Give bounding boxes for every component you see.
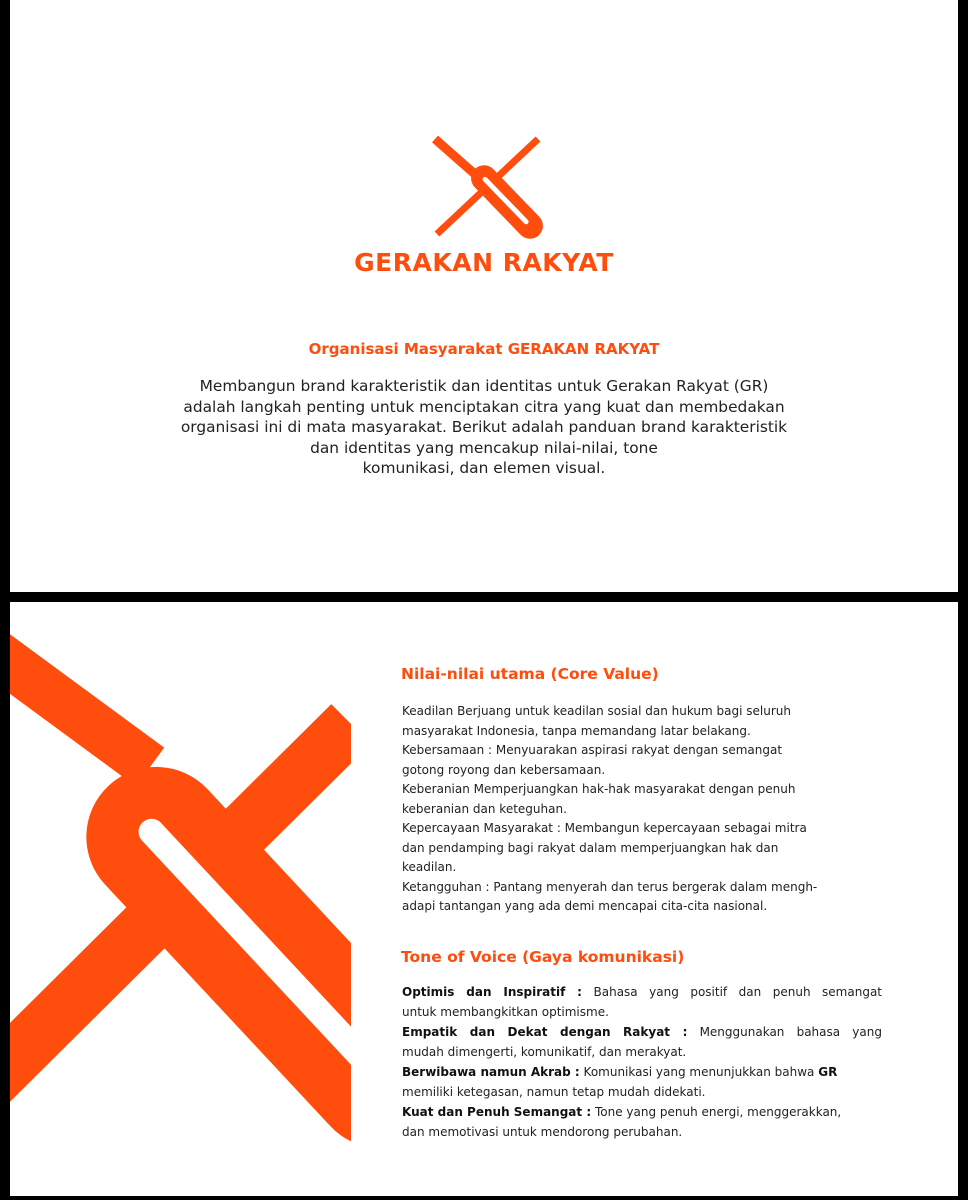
intro-line: adalah langkah penting untuk menciptakan citra yang kuat dan membedakan [183, 397, 785, 416]
core-value-line: adapi tantangan yang ada demi mencapai cita-cita nasional. [402, 899, 768, 913]
tone-text: Bahasa yang positif dan penuh semangat [593, 985, 883, 999]
tone-item [402, 1062, 882, 1102]
tone-of-voice-title: Tone of Voice (Gaya komunikasi) [401, 948, 685, 966]
core-value-line: masyarakat Indonesia, tanpa memandang latar belakang. [402, 723, 751, 738]
core-value-line: keadilan. [402, 860, 457, 874]
intro-paragraph [160, 376, 808, 479]
tone-label: Empatik dan Dekat dengan Rakyat : [402, 1025, 688, 1039]
tone-emphasis: GR [818, 1065, 838, 1079]
tone-label: Berwibawa namun Akrab : [402, 1065, 580, 1079]
tone-text: Tone yang penuh energi, menggerakkan, [594, 1105, 842, 1119]
core-value-line: Keadilan Berjuang untuk keadilan sosial dan hukum bagi seluruh [402, 704, 791, 718]
tone-text: Menggunakan bahasa yang [699, 1025, 882, 1039]
tone-text: untuk membangkitkan optimisme. [402, 1005, 609, 1019]
crossed-torch-x-icon [425, 130, 549, 242]
slide-cover [10, 0, 958, 592]
large-crossed-torch-x-icon [10, 602, 355, 1196]
tone-text: memiliki ketegasan, namun tetap mudah didekati. [402, 1085, 706, 1099]
tone-item [402, 1102, 882, 1142]
core-value-line: Keberanian Memperjuangkan hak-hak masyarakat dengan penuh [402, 782, 796, 796]
tone-item [402, 1022, 882, 1062]
core-value-line: Kepercayaan Masyarakat : Membangun kepercayaan sebagai mitra [402, 821, 807, 835]
tone-text: mudah dimengerti, komunikatif, dan merakyat. [402, 1045, 687, 1059]
core-values-title: Nilai-nilai utama (Core Value) [401, 665, 659, 683]
core-value-line: dan pendamping bagi rakyat dalam memperjuangkan hak dan [402, 840, 779, 855]
tone-of-voice-list [402, 982, 882, 1142]
core-value-line: keberanian dan keteguhan. [402, 801, 567, 816]
tone-text: Komunikasi yang menunjukkan bahwa [583, 1065, 815, 1079]
core-value-line: gotong royong dan kebersamaan. [402, 762, 606, 777]
intro-line: organisasi ini di mata masyarakat. Berikut adalah panduan brand karakteristik [180, 418, 788, 436]
intro-line: Membangun brand karakteristik dan identitas untuk Gerakan Rakyat (GR) [199, 377, 769, 395]
tone-label: Optimis dan Inspiratif : [402, 985, 582, 999]
tone-label: Kuat dan Penuh Semangat : [402, 1105, 592, 1119]
core-value-line: Kebersamaan : Menyuarakan aspirasi rakyat dengan semangat [402, 743, 783, 757]
core-value-line: Ketangguhan : Pantang menyerah dan terus bergerak dalam mengh- [402, 879, 818, 894]
org-title: Organisasi Masyarakat GERAKAN RAKYAT [308, 340, 660, 358]
intro-line: komunikasi, dan elemen visual. [362, 459, 606, 477]
tone-item [402, 982, 882, 1022]
intro-line: dan identitas yang mencakup nilai-nilai, tone [310, 438, 658, 457]
slide-brand-values [10, 602, 958, 1196]
brand-name: GERAKAN RAKYAT [354, 248, 614, 277]
tone-text: dan memotivasi untuk mendorong perubahan. [402, 1125, 683, 1139]
core-values-list [402, 702, 882, 917]
